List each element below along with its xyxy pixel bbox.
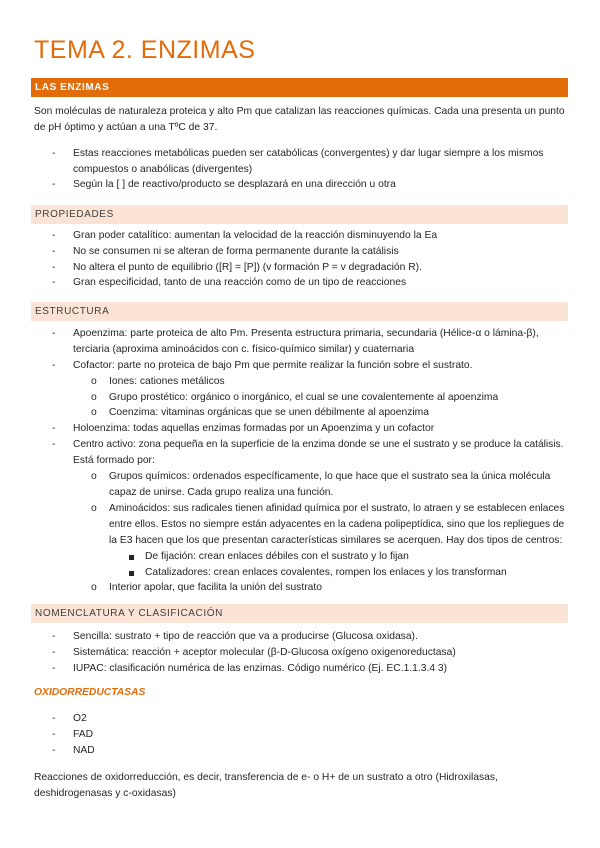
bullet-dash: - (52, 423, 56, 434)
estructura-centro-line-2: Está formado por: (73, 455, 155, 466)
section-heading-estructura: ESTRUCTURA (31, 302, 568, 321)
cofactor-sub-item: Grupo prostético: orgánico o inorgánico, el cual se une covalentemente al apoenzima (109, 392, 499, 403)
bullet-dash: - (52, 647, 56, 658)
oxidorreductasas-item: O2 (73, 713, 87, 724)
bullet-circle: o (91, 471, 97, 482)
oxidorreductasas-paragraph-line-1: Reacciones de oxidorreducción, es decir, transferencia de e- o H+ de un sustrato a otro (Hidroxilasas, (34, 772, 498, 783)
estructura-cofactor: Cofactor: parte no proteica de bajo Pm que permite realizar la función sobre el sustrato. (73, 360, 473, 371)
bullet-square (129, 550, 134, 566)
propiedades-item: No altera el punto de equilibrio ([R] = [P]) (v formación P = v degradación R). (73, 262, 422, 273)
bullet-dash: - (52, 230, 56, 241)
centro-aminoacidos-line-2: entre ellos. Estos no siempre están adyacentes en la cadena polipeptídica, sino que los repliegues de (109, 519, 565, 530)
cofactor-sub-item: Coenzima: vitaminas orgánicas que se unen débilmente al apoenzima (109, 407, 429, 418)
bullet-dash: - (52, 328, 56, 339)
estructura-apoenzima-line-2: terciaria (aproxima aminoácidos con c. físico-químico similar) y cuaternaria (73, 344, 415, 355)
section-heading-enzimas: LAS ENZIMAS (31, 78, 568, 97)
estructura-centro-line-1: Centro activo: zona pequeña en la superficie de la enzima donde se une el sustrato y se produce la catálisis. (73, 439, 564, 450)
enzimas-intro-line-2: de pH óptimo y actúan a una TºC de 37. (34, 122, 218, 133)
oxidorreductasas-item: NAD (73, 745, 95, 756)
centro-aminoacidos-line-3: la E3 hacen que los que presentan características similares se acerquen. Hay dos tipos de centros: (109, 535, 563, 546)
nomenclatura-item: Sencilla: sustrato + tipo de reacción que va a producirse (Glucosa oxidasa). (73, 631, 418, 642)
nomenclatura-item: Sistemática: reacción + aceptor molecular (β-D-Glucosa oxígeno oxigenoreductasa) (73, 647, 456, 658)
estructura-apoenzima-line-1: Apoenzima: parte proteica de alto Pm. Presenta estructura primaria, secundaria (Hélice-α o lámina-β), (73, 328, 539, 339)
centro-aminoacidos-line-1: Aminoácidos: sus radicales tienen afinidad química por el sustrato, lo atraen y se establecen enlaces (109, 503, 565, 514)
bullet-dash: - (52, 360, 56, 371)
oxidorreductasas-item: FAD (73, 729, 94, 740)
centro-grupos-line-2: capaz de unirse. Cada grupo realiza una función. (109, 487, 334, 498)
bullet-dash: - (52, 439, 56, 450)
centro-tipo-fijacion: De fijación: crean enlaces débiles con el sustrato y lo fijan (145, 551, 409, 562)
bullet-dash: - (52, 246, 56, 257)
centro-grupos-line-1: Grupos químicos: ordenados específicamente, lo que hace que el sustrato sea la única molécula (109, 471, 551, 482)
centro-tipo-catalizadores: Catalizadores: crean enlaces covalentes, rompen los enlaces y los transforman (145, 567, 507, 578)
bullet-circle: o (91, 407, 97, 418)
nomenclatura-item: IUPAC: clasificación numérica de las enzimas. Código numérico (Ej. EC.1.1.3.4 3) (73, 663, 448, 674)
enzimas-bullet-1-line-2: compuestos o anabólicas (divergentes) (73, 164, 253, 175)
enzimas-bullet-1-line-1: Estas reacciones metabólicas pueden ser catabólicas (convergentes) y dar lugar siempre a los mismos (73, 148, 544, 159)
bullet-circle: o (91, 392, 97, 403)
enzimas-intro-line-1: Son moléculas de naturaleza proteica y alto Pm que catalizan las reacciones químicas. Cada una presenta un punto (34, 106, 565, 117)
cofactor-sub-item: Iones: cationes metálicos (109, 376, 225, 387)
bullet-dash: - (52, 179, 56, 190)
oxidorreductasas-paragraph-line-2: deshidrogenasas y c-oxidasas) (34, 788, 176, 799)
propiedades-item: No se consumen ni se alteran de forma permanente durante la catálisis (73, 246, 399, 257)
enzimas-bullet-2: Según la [ ] de reactivo/producto se desplazará en una dirección u otra (73, 179, 396, 190)
bullet-dash: - (52, 729, 56, 740)
bullet-circle: o (91, 582, 97, 593)
estructura-holoenzima: Holoenzima: todas aquellas enzimas formadas por un Apoenzima y un cofactor (73, 423, 435, 434)
section-heading-propiedades: PROPIEDADES (31, 205, 568, 224)
propiedades-item: Gran especificidad, tanto de una reacción como de un tipo de reacciones (73, 277, 407, 288)
page-title: TEMA 2. ENZIMAS (34, 36, 256, 64)
bullet-circle: o (91, 376, 97, 387)
bullet-circle: o (91, 503, 97, 514)
section-heading-nomenclatura: NOMENCLATURA Y CLASIFICACIÓN (31, 604, 568, 623)
bullet-dash: - (52, 713, 56, 724)
bullet-dash: - (52, 277, 56, 288)
subsection-heading-oxidorreductasas: OXIDORREDUCTASAS (34, 687, 146, 698)
bullet-dash: - (52, 148, 56, 159)
bullet-dash: - (52, 262, 56, 273)
bullet-dash: - (52, 663, 56, 674)
propiedades-item: Gran poder catalítico: aumentan la velocidad de la reacción disminuyendo la Ea (73, 230, 438, 241)
bullet-dash: - (52, 745, 56, 756)
centro-interior-apolar: Interior apolar, que facilita la unión del sustrato (109, 582, 322, 593)
bullet-dash: - (52, 631, 56, 642)
